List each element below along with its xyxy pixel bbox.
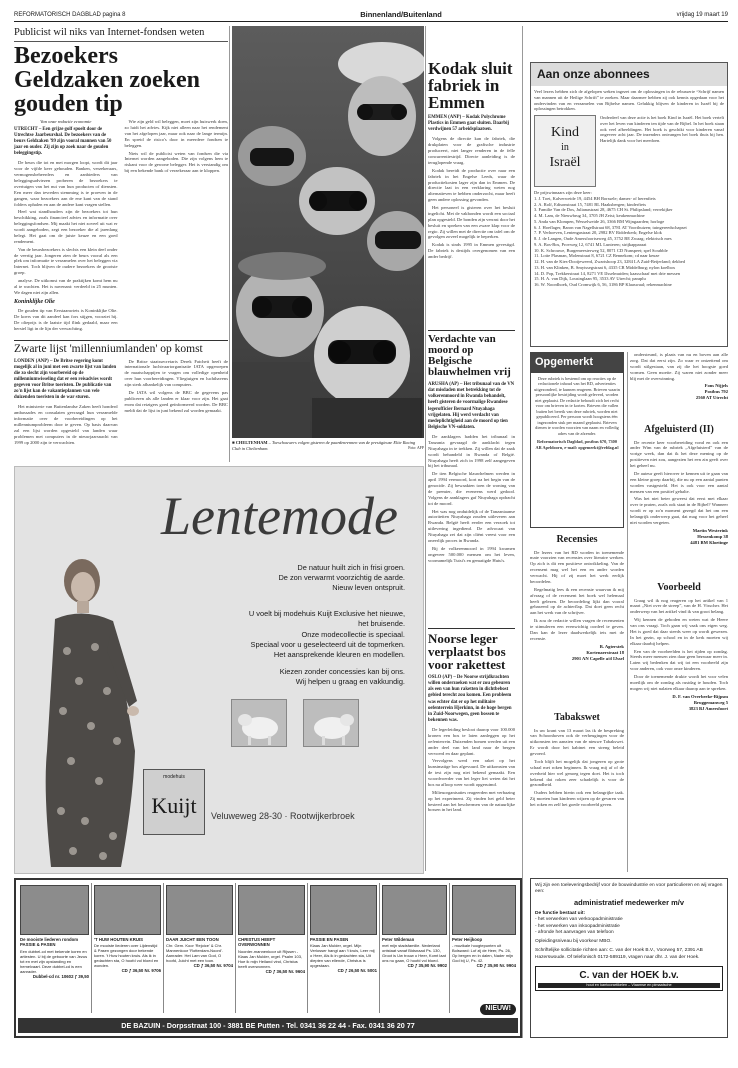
letter-signature: [530, 644, 624, 662]
letter-signature: [630, 694, 728, 712]
product-title: De mooiste liederen rondom PASSIE & PASEN: [20, 937, 79, 948]
box-side-text: Onderdeel van deze actie is het boek Kind in Israël. Het boek vertelt over het leven van kinderen ten tijde van de Bijbel. In het boek staan ook veel afbeeldingen. Het boek is geschikt voor kinderen vanaf ongeveer acht jaar. De inzenders ontvangen het boek thuis bij hen. Hartelijk dank voor het meedoen.: [600, 115, 724, 143]
list-item: - het verwerken van inkoopadministratie: [535, 923, 620, 929]
company-logo: [535, 966, 723, 991]
product-desc: - muzikale hoogtepunten uit Bolsward: Lof zij de Heer, Ps. 26, Op bergen en in dalen, Nader mijn God bij U, Ps. 42.: [452, 943, 514, 964]
article-kicker: Publicist wil niks van Internet-fondsen weten: [14, 26, 228, 42]
ad-tagline: De natuur huilt zich in frisi groen.: [297, 563, 405, 572]
ad-line: Het aansprekende kleuren en modellen.: [273, 650, 405, 660]
product-desc: Noorder-mannenkoor uit Rijssen - Klaas Jan Mulder, orgel. Psalm 103, Hoe ik mijn Heiland vind, Christus heeft overwonnen.: [238, 948, 303, 969]
winners-list: [534, 190, 724, 288]
paragraph: De IATA wil volgens de BBC de gegevens pas publiceren als alle landen er klaar voor zijn. Het gaat erom dat reizigers goed geïnformeerd worden. De BBC meldt dat de lijst in juni bekend zal worden gemaakt.: [124, 389, 228, 413]
photo-credit: Foto: AFP: [408, 445, 424, 450]
list-item: 12. H. van de Kies-Dooijeweerd, Zwartshoop 23, 3284 LA Zuid-Beijerland; dekbed: [534, 259, 685, 264]
paragraph: Ouders hebben hierin ook een belangrijke taak. Zij moeten hun kinderen wijzen op de gevaren van het roken en zelf het goede voorbeeld geven.: [530, 790, 624, 807]
paragraph: Het personeel is gisteren over het besluit ingelicht. Met de vakbonden wordt een sociaal plan opgesteld. De bonden zijn verrast door het besluit en spreken van een zware klap voor de regio. Zij willen met de directie om tafel om de gevolgen zoveel mogelijk te beperken.: [428, 205, 516, 240]
list-item: 15. H. A. van Dijk, Lousinglaan 95, 3533 AV Utrecht; paraplu: [534, 276, 646, 282]
ad-intro: Wij zijn een toeleveringsbedrijf voor de bouwindustrie en voor particulieren en wij vragen een:: [535, 883, 723, 895]
new-badge: NIEUW!: [480, 1004, 516, 1015]
paragraph: De gouden tip van Eerstaanwiets is Koninklijke Olie. De koers van dit aandeel kan fors stijgen, voorziet hij. De olieprijs is de laatste tijd flink gedaald, maar een herstel ligt in de lijn der verwachting.: [14, 308, 118, 331]
article-zwarte-lijst: [14, 340, 228, 454]
product-title: 'T HUW HOUTEN KRUIS: [94, 937, 144, 942]
box-address: Reformatorisch Dagblad, postbus 670, 7300 AR Apeldoorn, e-mail: opgemerkt@refdag.nl: [535, 439, 619, 450]
signature-address: Postbus 792: [704, 389, 728, 395]
paragraph: De lezers van het RD worden in toenemende mate voorzien van recensies over literaire werken. Op zich is dit een positieve ontwikkeling. Van de recensent mag wel het een en ander worden verwacht. Hij of zij moet het werk eerlijk beoordelen.: [530, 549, 624, 584]
ad-line: U voelt bij modehuis Kuijt Exclusive het nieuwe,: [248, 609, 405, 618]
list-item: 1. J. Toet, Kalverweide 19, 4454 BH Borssele; dames- of herenfiets: [534, 195, 656, 201]
lamb-photo-2: [303, 699, 359, 747]
product-title: Peter Heijkoop: [452, 937, 483, 942]
kuijt-logo: [143, 769, 205, 835]
article-title: Kodak sluit fabriek in Emmen: [428, 59, 513, 112]
masthead-section: Binnenland/Buitenland: [360, 9, 442, 19]
ad-line: Wij helpen u graag en vakkundig.: [295, 677, 405, 687]
article-body: [428, 136, 515, 260]
product-card[interactable]: [236, 883, 308, 1013]
article-byline: Van onze redactie economie: [40, 119, 92, 125]
ad-tagline: De zon verwarmt voorzichtig de aarde.: [278, 572, 405, 582]
list-item: 4. M. Lam, de Nieuwbrug 34, 3705 JH Zeist; keukenmachine: [534, 213, 645, 218]
product-image: [382, 885, 447, 935]
lamb-photo-1: [231, 699, 287, 747]
ad-vacature[interactable]: [530, 878, 728, 1038]
column-divider: [229, 26, 230, 462]
article-columns: [14, 119, 228, 339]
company-sub: hout en kantoorartikelen – Vlaamse en pimaalsche: [538, 983, 720, 988]
list-item: 14. D. Pop, Trekkerstraat 14, 8271 VE IJsselmuiden; kaasschaaf met drie messen: [534, 270, 681, 276]
product-title: DAAR JUICHT EEN TOON: [166, 937, 219, 942]
letter-body: [630, 352, 728, 381]
paragraph: Vervolgens werd een raket op het kunstmatige bos afgevuurd. De uitkomsten van de test zijn nog niet bekend gemaakt. Een woordvoerder van het leger liet weten dat het bos na afloop weer wordt opgeruimd.: [428, 758, 515, 787]
product-card[interactable]: [450, 883, 518, 1013]
letter-afgeluisterd: [630, 424, 728, 546]
article-columns: [14, 359, 228, 454]
letter-body: [630, 598, 728, 692]
list-item: 2. A. Rolf, Edisonstraat 15, 7481 BL Haaksbergen; kinderfiets: [534, 201, 646, 207]
ad-bazuin[interactable]: [14, 878, 522, 1038]
ad-lentemode[interactable]: [14, 466, 424, 874]
box-abonnees: [530, 62, 728, 347]
list-item: - het verwerken van verkoopadministratie: [535, 917, 623, 923]
caption-text: Toeschouwers volgen gisteren de paardenrennen van de prestigieuze Elite Racing Club in Cheltenham.: [232, 440, 416, 451]
article-lead: EMMEN (ANP) – Kodak Polychrome Plastics in Emmen gaat sluiten. Daarbij verdwijnen 57 arbeidsplaatsen.: [428, 115, 510, 133]
signature-name: Fons Nijjels: [704, 383, 728, 389]
ad-title: Lentemode: [161, 486, 398, 546]
paragraph: In uw krant van 13 maart las ik de bespreking van Schoonhoven ook de verheugingen voor de uitkomsten ten aanzien van de nieuwe Tabakswet. Er wordt door het kabinet een streng beleid gevoerd.: [530, 727, 624, 756]
logo-brand: Kuijt: [151, 793, 197, 819]
ad-line: Onze modecollectie is speciaal.: [301, 629, 405, 639]
product-image: [20, 885, 89, 935]
product-image: [238, 885, 305, 935]
article-lead: LONDEN (ANP) – De Britse regering komt mogelijk al in juni met een zwarte lijst van landen die zo slecht zijn voorbereid op de millenniumwisseling dat er een reisadvies wordt gegeven voor Britse toeristen. De publicatie van zo'n lijst kan de vakantieplannen van vele duizenden toeristen in de war sturen.: [14, 358, 117, 401]
product-price: CD ƒ 36,50 Nr. 9706: [121, 968, 161, 974]
signature-city: 4481 BM Kloetinge: [690, 539, 728, 545]
photo-spectators-image: [232, 26, 424, 438]
signature-name: B. Agterstek: [599, 643, 624, 649]
masthead-left: REFORMATORISCH DAGBLAD pagina 8: [14, 11, 126, 18]
company-name: C. van der HOEK b.v.: [579, 969, 679, 981]
article-lead: ARUSHA (AP) – Het tribunaal van de VN dat misdaden met betrekking tot de volkerenmoord in Rwanda behandelt, heeft gisteren de voormalige Rwandese legerofficier Bernard Ntuyahaga vrijgelaten. Hij werd verdacht van medeplichtigheid aan de moord op tien Belgische VN-soldaten.: [428, 382, 515, 430]
column-divider: [522, 26, 523, 1038]
article-lead: UTRECHT – Een grijze golf spoelt door de Utrechtse Jaarbeurshal. De bezoekers van de beurs Geldzaken '99 zijn vooral mannen van 50 jaar en ouder. Zij zijn op zoek naar de gouden beleggingstip.: [14, 126, 112, 157]
list-item: 7. P. Verhoeven, Lentengastraat 20, 2982 BV Ridderkerk; Engelse klok: [534, 230, 662, 236]
product-desc: Chr. Gem. Koor 'Rejoice' & Chr. Mannenkoor 'Rotterdam-Noord'. Aanrader. Het Lam van God, O hoofd, Juicht met een toon.: [166, 943, 223, 964]
box-title: Aan onze abonnees: [537, 67, 650, 81]
book-title-line: Israël: [549, 155, 581, 170]
list-item: - afronde het aanvragen van telefoon: [535, 929, 614, 935]
caption-place: CHELTENHAM: [235, 440, 268, 445]
ad-extra: Opleidingsniveau bij voorkeur MBO.: [535, 939, 612, 945]
winners-intro: De prijswinnaars zijn deze keer:: [534, 190, 592, 195]
product-desc: met mijn stadsfamilie. Nederland ontstaat vanaf Bidsnaad Ps. 130, Groot is Uw trouw o Heer, Komt laat ons nu gaan, O hoofd vol bloed.: [382, 943, 446, 964]
signature-city: 3823 BJ Amersfoort: [688, 705, 728, 711]
column-divider: [627, 352, 628, 872]
list-item: 6. J. Hoeflager, Baron van Nagellstraat 68, 3781 AT Voorthuizen; tuingereedschapset: [534, 224, 687, 230]
product-image: [94, 885, 161, 935]
paragraph: Wie zijn geld wil beleggen, moet zijn huiswerk doen, zo luidt het advies. Kijk niet alleen naar het rendement van het afgelopen jaar, maar ook naar de lange termijn. En spreid de risico's door in meerdere fondsen te beleggen.: [124, 119, 228, 148]
paragraph: Was het niet beter geweest dat eerst met elkaar over te praten, zoals ook staat in de Bijbel? Wanneer wordt er op zo'n moment gezegd dat het om een belangrijk onderwerp gaat, dat mag voor het geheel niet worden vergeten.: [630, 496, 728, 525]
book-title-line: in: [561, 141, 569, 153]
letter-voorbeeld: [630, 582, 728, 712]
ad-tagline: Nieuw leven ontspruit.: [332, 582, 405, 592]
product-price: CD ƒ 35,90 Nr. 9904: [476, 963, 516, 969]
article-title: Noorse leger verplaatst bos voor rakettest: [428, 631, 506, 672]
article-lead: OSLO (AP) – De Noorse strijdkrachten willen onderzoeken wat er zou gebeuren als een van hun raketten in dichtbebost gebied terecht zou komen. Een probleem was echter dat er op het militaire oefenterrein Hjerkinn, in de hoge bergen in Zuid-Noorwegen, geen bossen te bekennen was.: [428, 675, 512, 723]
paragraph: De Britse staatssecretaris Derek Fatchett heeft de internationale luchtvaartorganisatie IATA opgeroepen de maatschappijen te vragen om volledige openheid over hun voorbereidingen. Vliegtuigen en luchthavens zijn sterk afhankelijk van computers.: [124, 358, 228, 387]
box-header: [531, 63, 727, 86]
letter-tabakswet: [530, 712, 624, 810]
list-item: 9. A. Bos-Bos, Provweg 12, 6741 ML Lunteren; strijkapparaat: [534, 241, 647, 247]
article-geldzaken: [14, 26, 228, 339]
article-noorse: [428, 628, 515, 815]
product-price: CD ƒ 26,50 Nr. 5001: [337, 968, 377, 974]
product-desc: Klaas Jan Mulder, orgel. Mijn Verlosser hangt aan 't kruis, Leer mij o Heer, Als ik in gedachten sta, Uit diepten van ellende, Christus is opgestaan.: [310, 943, 375, 969]
letter-title: Voorbeeld: [657, 582, 701, 593]
signature-city: 2901 AN Capelle a/d IJssel: [571, 655, 624, 661]
product-image: [452, 885, 516, 935]
paragraph: analyse. De uitkomst van de praktijken komt hem nu al te wachten. Het is navenant: verdeeld in 25 munten. We dagen niet zijn allen.: [14, 278, 118, 295]
paragraph: De aanklagers hadden het tribunaal in Tanzania gevraagd de aanklacht tegen Ntuyahaga in te trekken. Zij willen dat de zaak wordt behandeld in Rwanda of België. Ntuyahaga heeft zich in 1998 zelf aangegeven bij het tribunaal.: [428, 434, 515, 469]
paragraph: Kodak bereidt de productie over naar een fabriek in het Engelse Leeds, waar de productiekosten lager zijn dan in Emmen. De directie laat in een verklaring weten nog alternatieven te hebben onderzocht, maar heeft geen andere oplossing gevonden.: [428, 167, 515, 203]
article-title: Zwarte lijst 'millenniumlanden' op komst: [14, 343, 203, 355]
list-item: 10. K. Schrouwe, Burgemeesterweg 52, 8071 CD Nunspeet; spel Scrabble: [534, 247, 668, 253]
list-item: 3. Familie Van de Dos, Julianastraat 28, 4675 CH St. Philipsland; verrekijker: [534, 207, 673, 213]
photo-caption: ■ CHELTENHAM – Toeschouwers volgen gisteren de paardenrennen van de prestigieuze Elite Racing Club in Cheltenham. Foto: AFP: [232, 440, 424, 451]
letter-title: Tabakswet: [554, 712, 600, 723]
paragraph: De legerleiding besloot daarop voor 100.000 kronen een bos te laten aanleggen op het oefenterrein. Duizenden bomen werden uit een ander deel van het land naar de bergen vervoerd en daar geplant.: [428, 727, 515, 756]
list-item: 5. Anda van Klompen, Wesselweide 26, 3366 BM Wijngaarden; horloge: [534, 218, 665, 224]
paragraph: Bij de volkerenmoord in 1994 kwamen ongeveer 500.000 mensen om het leven, voornamelijk Tutsi's en gematigde Hutu's.: [428, 545, 515, 563]
paragraph: Graag wil ik nog reageren op het artikel van 1 maart „Niet over de streep”, van de H. Visscher. Het onderwerp van het artikel vind ik van groot belang.: [630, 597, 728, 615]
signature-address: Kortenaerstraat 18: [586, 649, 624, 655]
ad-apply: Schriftelijke sollicitatie richten aan: C. van der Hoek B.V., Voorweg 57, 2391 AB Hazerswoude. Of telefonisch 0172-589119, vragen naar dhr. J. van der Hoek.: [535, 948, 703, 960]
letter-signature: [630, 528, 728, 546]
paragraph: Toch blijft het mogelijk dat jongeren op grote schaal met roken beginnen. Ik vraag mij af of de overheid hier wel genoeg tegen doet. Het is toch bekend dat roken zeer schadelijk is voor de gezondheid.: [530, 758, 624, 788]
list-item: 8. J. de Langen, Oude Amersfoortseweg 45, 3752 BE Zwaag; elektrisch mes: [534, 236, 672, 241]
product-price: CD ƒ 36,50 Nr. 9704: [193, 963, 233, 969]
letter-signature: [630, 383, 728, 401]
ad-address: Veluweweg 28-30 · Rootwijkerbroek: [211, 811, 355, 821]
product-desc: De mooiste liederen over Lijdenstijd & Pasen gezongen door bekende koren. 't Huw houten kruis. Als ik in gedachten sta, O hoofd vol bloed en wonden.: [94, 943, 159, 969]
article-title: Bezoekers Geldzaken zoeken gouden tip: [14, 43, 200, 118]
paragraph: De recente keer voorbereiding vond en ook een ander Wim van de rubriek „Afgeluisterd” van de vorige week, dan dat ik het deze mening op de positieven niet zou, aangezien het een zin geeft over het geheel nu.: [630, 439, 728, 468]
paragraph: Wij kennen de geboden en weten wat de Heere van ons vraagt. Toch gaan wij vaak ons eigen weg. Het is goed dat daar steeds weer op wordt gewezen. In het gezin, op school en in de kerk moeten wij elkaar daarbij helpen.: [630, 617, 728, 646]
letter-continued: [630, 352, 728, 401]
product-card[interactable]: [92, 883, 164, 1013]
list-item: 13. H. van Klinken, B. Smytssegstraat 6, 4335 CR Middelburg; nylon koelbox: [534, 264, 676, 270]
signature-address: Bruggemanweg 5: [693, 699, 728, 705]
box-title: Opgemerkt: [531, 353, 623, 373]
letter-title: Afgeluisterd (II): [644, 424, 714, 435]
signature-name: D. F. van Overbeeke-Rijpsm: [672, 693, 728, 699]
ad-line: het bruisende.: [358, 619, 405, 629]
paragraph: De tien Belgische blauwhelmen werden in april 1994 vermoord, kort na het begin van de genocide. Zij bewaakten toen de woning van de premier, die eveneens werd gedood. Volgens de aanklagers gaf Ntuyahaga opdracht tot de moord.: [428, 471, 515, 506]
paragraph: Van de beursbezoekers is slechts een klein deel onder de veertig jaar. Jongeren zien de beurs vooral als een plek om informatie te verzamelen over het beleggen via Internet. Toch blijven de oudere bezoekers de grootste groep.: [14, 246, 118, 276]
signature-name: Martin Westerink: [692, 527, 728, 533]
bazuin-bottom-bar: DE BAZUIN - Dorpsstraat 100 - 3881 BE Putten - Tel. 0341 36 22 44 - Fax. 0341 36 20 77: [18, 1018, 518, 1033]
product-title: Peter Wildeman: [382, 937, 415, 942]
paragraph: Milieuorganisaties reageerden met verbazing op het experiment. Zij vinden het geld beter besteed aan het beschermen van de natuurlijke bossen in het land.: [428, 789, 515, 813]
paragraph: Het ministerie van Buitenlandse Zaken heeft honderd ambassades en consulaten gevraagd hun verzamelde informatie over de voorbereidingen op het millenniumprobleem door te geven. Op basis daarvan zal een lijst worden opgesteld van landen waar problemen met computers in de nieuwjaarsnacht van 1999 op 2000 zijn te verwachten.: [14, 404, 118, 445]
product-title: CHRISTUS HEEFT OVERWONNEN: [238, 937, 276, 948]
list-item: 11. Lotte Plasman, Molenstraat 8, 6721 CZ Bennekom; cd naar keuze: [534, 253, 660, 259]
ad-line: Speciaal voor u geselecteerd uit de topmerken.: [250, 640, 405, 650]
product-price: Dubbel-cd nr. 10602 ƒ 39,50: [32, 973, 89, 979]
book-title-line: Kind: [551, 125, 579, 140]
paragraph: Een van de voorbeelden is het rijden op zondag. Steeds meer mensen zien daar geen bezwaar meer in. Laten wij bedenken dat wij tot een voorbeeld zijn voor anderen, ook voor onze kinderen.: [630, 648, 728, 672]
box-intro: Veel lezers hebben zich de afgelopen weken ingezet om de oplossingen in de rebusserie “Schrijf namen van mannen uit de Heilige Schrift” te zoeken. Maar daarmee hebben zij ook kennis opgedaan voor het ondervinden van en verzamelen van Bijbelse namen. Gelukkig blijven de kinderen in Israël bij de oplossingen betrokken.: [534, 89, 724, 112]
letter-recensies: [530, 534, 624, 662]
list-item: 16. W. Noordhoek, Oud Cromwijk 6, 56, 3186 BP Klaaswaal; rekenmachine: [534, 282, 672, 287]
paragraph: De auteur geeft hierover te kennen uit te gaan van een kleine groep daarbij, die nu op een aantal punten worden vastgesteld. Het is ook voor een aantal mensen van een positief gehalte.: [630, 470, 728, 494]
ad-title: administratief medewerker m/v: [573, 898, 685, 908]
paragraph: De beurs die tot en met morgen loopt, wordt dit jaar voor de vijfde keer gehouden. Banken, verzekeraars, vermogensbeheerders en aanbieders van beleggingsadviezen proberen de bezoekers te overtuigen van het nut van hun producten of diensten. Een meer dan tevreden stemming is te proeven in de gangen, waar bezoekers aan de ene kant van de stand folders ophalen en aan de andere kant vragen stellen.: [14, 160, 118, 207]
product-card[interactable]: [308, 883, 380, 1013]
paragraph: Kodak is sinds 1995 in Emmen gevestigd. De fabriek is destijds overgenomen van een ander bedrijf.: [428, 242, 515, 259]
paragraph: Het was nog onduidelijk of de Tanzaniaanse autoriteiten Ntuyahaga zouden uitleveren aan Rwanda. België heeft eerder een verzoek tot uitlevering ingediend. De advocaat van Ntuyahaga zei dat zijn cliënt vreest voor een oneerlijk proces in Rwanda.: [428, 508, 515, 543]
article-body: [428, 434, 515, 563]
paragraph: Heel wat standhouders zijn de bezoekers tot hun beschikking, zoals financieel advies en informatie over beleggingsfondsen. Mij maakt het niet zoveel uit wat er wordt aangeboden, zegt een bezoeker die al jarenlang belegt. Het gaat om de juiste keuze en een goed rendement.: [14, 209, 118, 244]
article-verdachte: [428, 330, 515, 565]
letter-title: Recensies: [556, 534, 598, 545]
ad-line: Kiezen zonder concessies kan bij ons.: [279, 666, 405, 676]
paragraph: Regelmatig lees ik een recensie waarvan ik mij afvraag of de recensent het boek wel helemaal heeft gelezen. De beoordeling lijkt dan vooral gebaseerd op de achterflap. Dat doet geen recht aan het werk van de schrijver.: [530, 586, 624, 616]
letter-body: [530, 550, 624, 642]
article-title: Verdachte van moord op Belgische blauwhelmen vrij: [428, 333, 511, 378]
letter-body: [630, 440, 728, 526]
paragraph: ondersteund, is plaats van nu en boven aan alle zorg. Dat dat eerst zijn. Zo waar er ontzettend om wordt stilgestaan, van zij die het hoogste goed vormen. Geen moeite. Zij waren niet zonder meer blij met de overwinning.: [630, 352, 728, 381]
paragraph: Volgens de directie kan de fabriek, die drukplaten voor de grafische industrie produceert, niet langer renderen in de felle concurrentiestrijd. Directe aanleiding is de teruglopende vraag.: [428, 136, 515, 165]
woman-illustration: [37, 551, 147, 871]
ad-taglines: [165, 563, 405, 593]
ad-duties-label: De functie bestaat uit:: [535, 911, 586, 917]
paragraph: Niets wil de publicist weten van fondsen die via Internet worden aangeboden. Die zijn volgens hem te riskant voor de gewone belegger. Het is verstandig om bij een bekende bank of verzekeraar aan te kloppen.: [124, 150, 228, 174]
product-price: CD ƒ 36,50 Nr. 9604: [265, 968, 305, 974]
paragraph: Ik zou de redactie willen vragen de recensenten te stimuleren een evenwichtig oordeel te geven. Dan kan de lezer daadwerkelijk iets met de recensie.: [530, 618, 624, 641]
box-body: Deze rubriek is bestemd om op reacties op de redactionele inhoud van het RD, advertenties uitgezonderd, te kunnen reageren. Brieven waarin persoonlijke bestrijding wordt geleverd, worden niet geplaatst. De redactie behoudt zich het recht voor om brieven in te korten. Brieven die vallen buiten het bereik van deze rubriek, worden niet gepubliceerd. Per persoon wordt hoogstens één ingezonden stuk per maand geplaatst. Brieven dienen te worden voorzien van naam en volledig adres van de afzender.: [534, 375, 620, 436]
product-desc: Een dubbel-cd met bekende koren en artiesten. U bij de geboorte van Jezus tot en met zijn opstanding en hemelvaart. Deze dubbel-cd is een aanrader.: [20, 948, 88, 974]
product-card[interactable]: [18, 883, 92, 1013]
signature-address: Hessenkomp 38: [697, 533, 728, 539]
article-body: [428, 727, 515, 813]
masthead: [14, 6, 728, 22]
ad-body: [165, 609, 405, 688]
article-kodak: [428, 60, 515, 262]
book-cover: [534, 115, 596, 187]
main-photo: [232, 26, 424, 438]
product-card[interactable]: [380, 883, 450, 1013]
article-body: [14, 160, 118, 295]
masthead-date: vrijdag 19 maart 19: [676, 11, 728, 18]
logo-small-text: modehuis: [163, 774, 185, 780]
article-subheading: Koninklijke Olie: [14, 298, 55, 305]
letter-body: [530, 728, 624, 808]
product-card[interactable]: [164, 883, 236, 1013]
product-price: CD ƒ 35,90 Nr. 9902: [407, 963, 447, 969]
signature-city: 2560 AT Utrecht: [695, 395, 728, 401]
column-divider: [425, 26, 426, 871]
product-title: PASSIE EN PASEN: [310, 937, 349, 942]
product-image: [310, 885, 377, 935]
product-image: [166, 885, 233, 935]
paragraph: Door de toenemende drukte wordt het voor velen moeilijk om de zondag als rustdag te houden. Toch mogen wij niet nalaten elkaar daarop aan te spreken.: [630, 674, 728, 691]
box-opgemerkt: [530, 352, 624, 528]
